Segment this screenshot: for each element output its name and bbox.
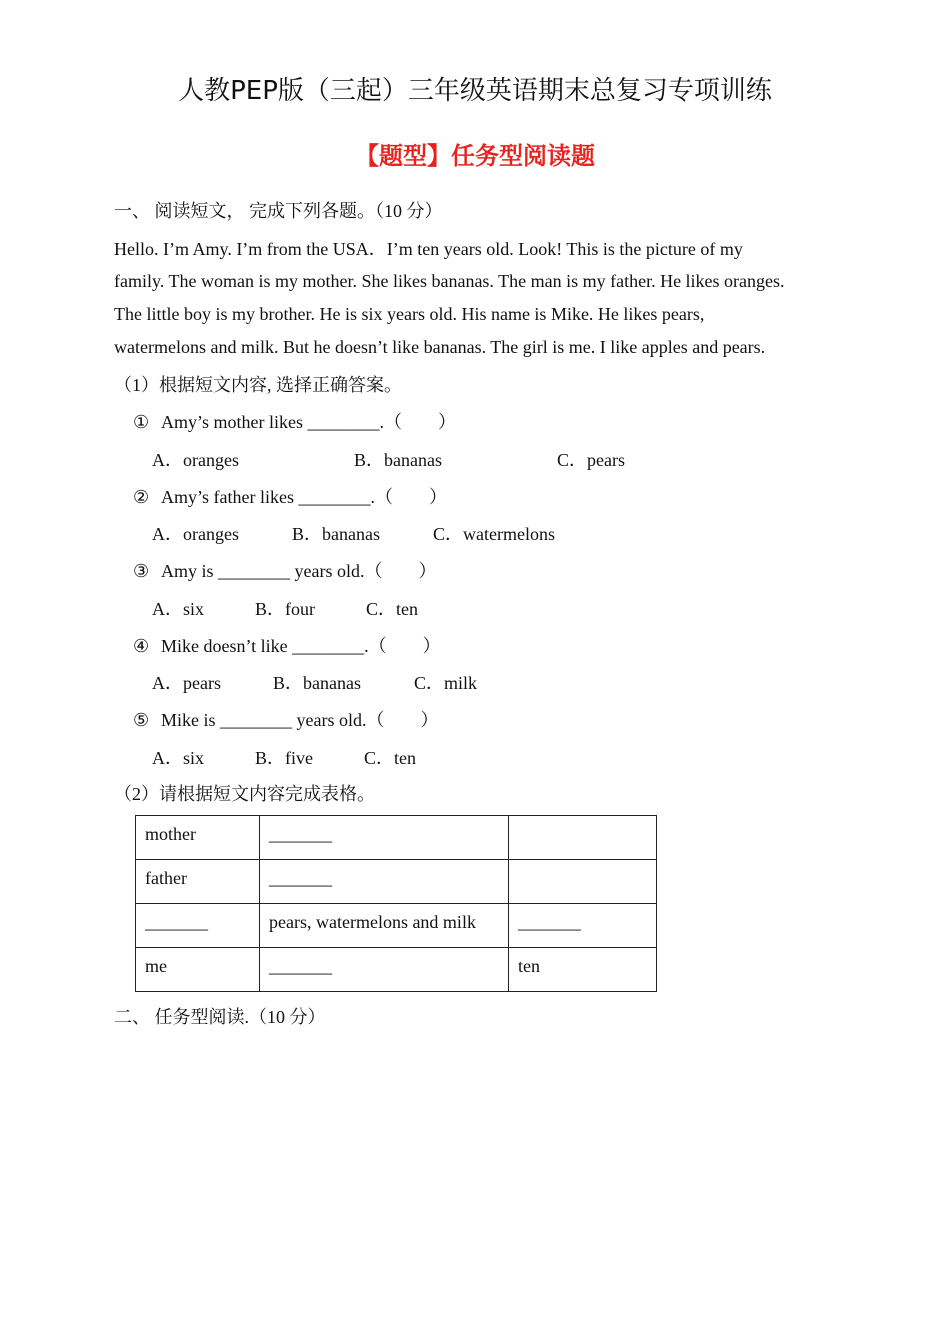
table-cell: _______ bbox=[260, 948, 509, 992]
table-cell bbox=[509, 816, 657, 860]
option-b: B．bananas bbox=[273, 673, 361, 693]
question-number: ② bbox=[133, 487, 150, 507]
question-1 bbox=[133, 408, 456, 434]
table-cell: _______ bbox=[260, 860, 509, 904]
question-number: ③ bbox=[133, 561, 150, 581]
question-number: ⑤ bbox=[133, 710, 150, 730]
table-cell: ten bbox=[509, 948, 657, 992]
option-b: B．bananas bbox=[292, 524, 380, 544]
table-cell: father bbox=[136, 860, 260, 904]
option-b: B．four bbox=[255, 599, 315, 619]
option-c: C．watermelons bbox=[433, 524, 555, 544]
part-2-label: （2）请根据短文内容完成表格。 bbox=[114, 784, 375, 804]
option-a: A．pears bbox=[152, 673, 221, 693]
table-cell: mother bbox=[136, 816, 260, 860]
question-3 bbox=[133, 557, 436, 583]
option-a: A．six bbox=[152, 748, 205, 768]
table-row bbox=[136, 860, 657, 904]
question-2 bbox=[133, 483, 447, 509]
passage-line: watermelons and milk. But he doesn’t like bananas. The girl is me. I like apples and pears. bbox=[114, 337, 766, 357]
passage-line: The little boy is my brother. He is six years old. His name is Mike. He likes pears, bbox=[114, 304, 705, 324]
table-cell: pears, watermelons and milk bbox=[260, 904, 509, 948]
question-text: Amy is ________ years old.（ ） bbox=[161, 561, 437, 581]
option-a: A．oranges bbox=[152, 524, 239, 544]
section-2-heading: 二、 任务型阅读.（10 分） bbox=[114, 1007, 326, 1027]
table-cell: _______ bbox=[509, 904, 657, 948]
option-c: C．pears bbox=[557, 450, 625, 470]
table-cell bbox=[509, 860, 657, 904]
passage-line: family. The woman is my mother. She likes bananas. The man is my father. He likes oranges. bbox=[114, 271, 785, 291]
question-number: ① bbox=[133, 412, 150, 432]
family-info-table bbox=[135, 815, 657, 992]
table-cell: me bbox=[136, 948, 260, 992]
option-c: C．milk bbox=[414, 673, 478, 693]
option-b: B．bananas bbox=[354, 450, 442, 470]
option-c: C．ten bbox=[366, 599, 418, 619]
question-number: ④ bbox=[133, 636, 150, 656]
table-row bbox=[136, 904, 657, 948]
table-cell: _______ bbox=[260, 816, 509, 860]
question-type-subtitle: 【题型】任务型阅读题 bbox=[355, 142, 595, 170]
table-row bbox=[136, 816, 657, 860]
table-cell: _______ bbox=[136, 904, 260, 948]
option-b: B．five bbox=[255, 748, 313, 768]
question-text: Mike is ________ years old.（ ） bbox=[161, 710, 439, 730]
question-text: Mike doesn’t like ________.（ ） bbox=[161, 636, 441, 656]
question-text: Amy’s father likes ________.（ ） bbox=[161, 487, 447, 507]
option-a: A．six bbox=[152, 599, 205, 619]
option-a: A．oranges bbox=[152, 450, 239, 470]
question-text: Amy’s mother likes ________.（ ） bbox=[161, 412, 456, 432]
table-row bbox=[136, 948, 657, 992]
question-4 bbox=[133, 632, 441, 658]
option-c: C．ten bbox=[364, 748, 416, 768]
question-5 bbox=[133, 706, 438, 732]
passage-line: Hello. I’m Amy. I’m from the USA．I’m ten years old. Look! This is the picture of my bbox=[114, 239, 743, 259]
part-1-label: （1）根据短文内容, 选择正确答案。 bbox=[114, 375, 402, 395]
document-title: 人教PEP版（三起）三年级英语期末总复习专项训练 bbox=[178, 76, 772, 106]
section-1-heading: 一、 阅读短文， 完成下列各题。（10 分） bbox=[114, 201, 443, 221]
